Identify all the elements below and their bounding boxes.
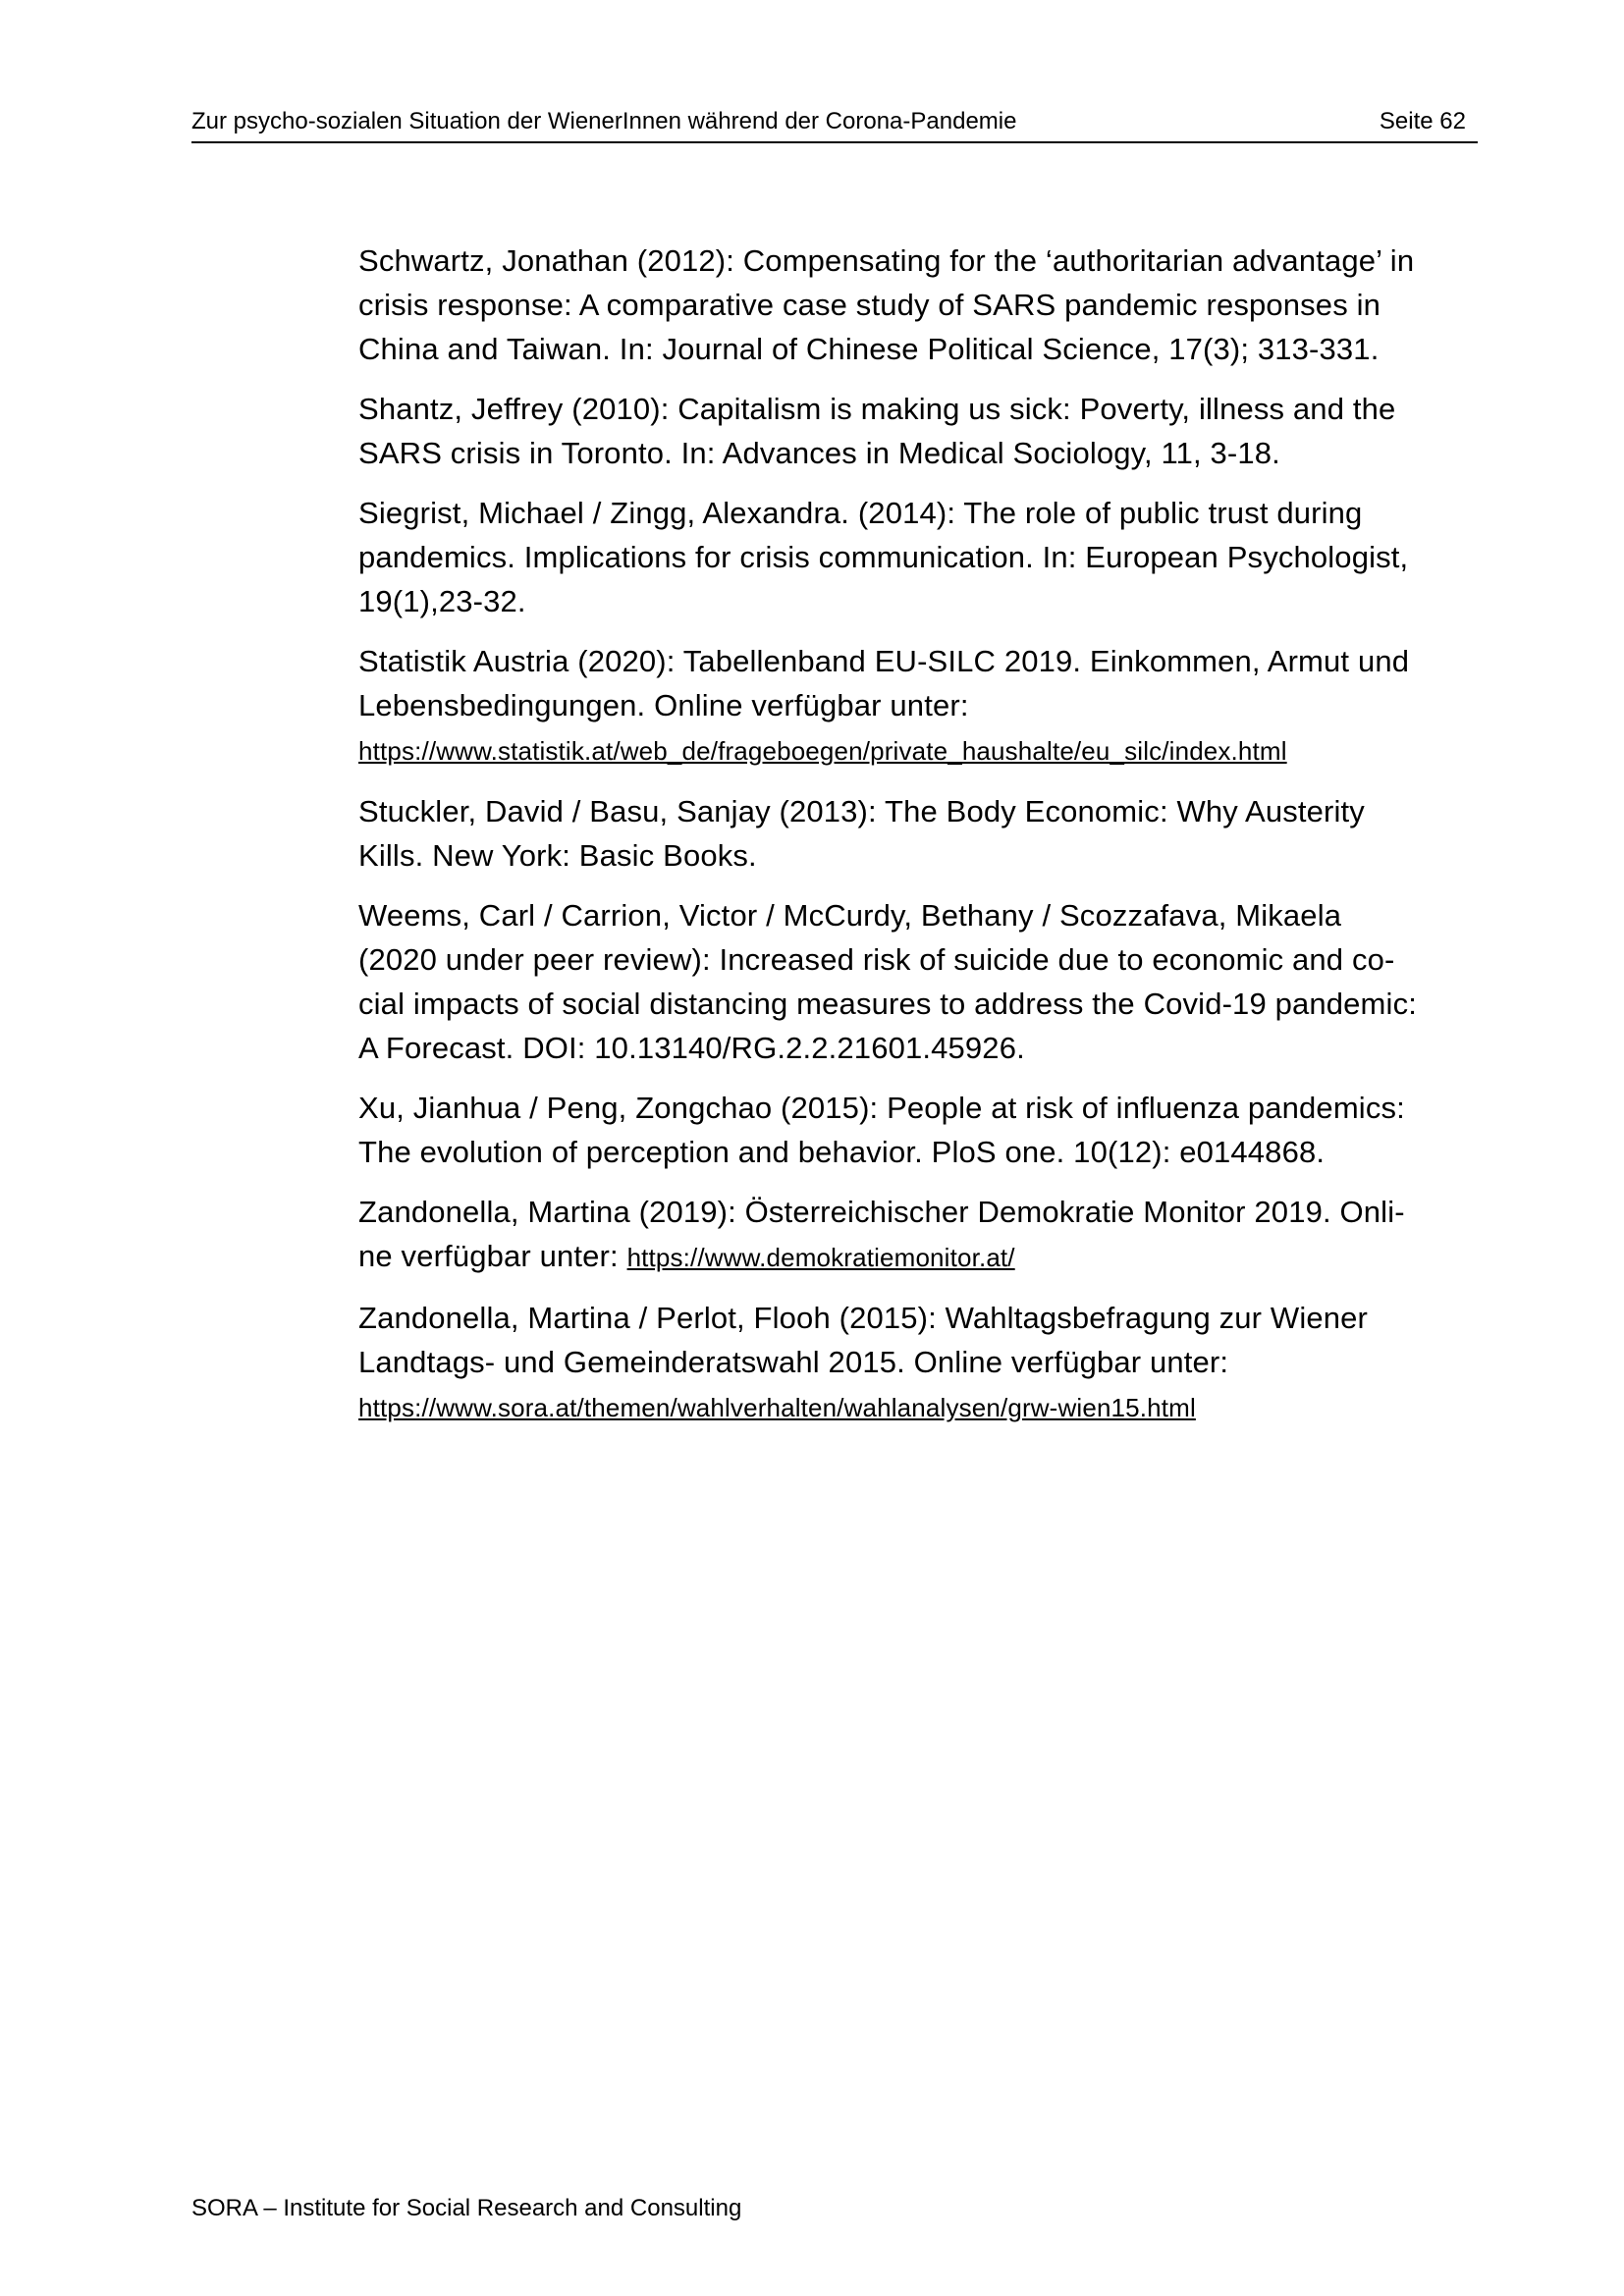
reference-line: 19(1),23-32. — [358, 584, 526, 618]
reference-line: (2020 under peer review): Increased risk of suicide due to economic and co- — [358, 942, 1395, 977]
reference-line: Zandonella, Martina (2019): Österreichischer Demokratie Monitor 2019. Onli- — [358, 1195, 1405, 1229]
reference-entry — [358, 1190, 1468, 1280]
reference-line: Schwartz, Jonathan (2012): Compensating for the ‘authoritarian advantage’ in — [358, 243, 1415, 278]
reference-line: Statistik Austria (2020): Tabellenband EU-SILC 2019. Einkommen, Armut und — [358, 644, 1410, 678]
reference-entry — [358, 893, 1468, 1070]
page-header — [191, 102, 1478, 143]
reference-line: Kills. New York: Basic Books. — [358, 838, 757, 873]
reference-line: Zandonella, Martina / Perlot, Flooh (2015): Wahltagsbefragung zur Wiener — [358, 1301, 1369, 1335]
reference-line: The evolution of perception and behavior. PloS one. 10(12): e0144868. — [358, 1135, 1326, 1169]
reference-link[interactable]: https://www.sora.at/themen/wahlverhalten/wahlanalysen/grw-wien15.html — [358, 1393, 1196, 1422]
reference-link[interactable]: https://www.demokratiemonitor.at/ — [626, 1243, 1015, 1272]
reference-line: A Forecast. DOI: 10.13140/RG.2.2.21601.45926. — [358, 1031, 1025, 1065]
reference-entry — [358, 491, 1468, 623]
reference-line: Xu, Jianhua / Peng, Zongchao (2015): People at risk of influenza pandemics: — [358, 1091, 1405, 1125]
reference-entry — [358, 387, 1468, 475]
reference-line: Weems, Carl / Carrion, Victor / McCurdy, Bethany / Scozzafava, Mikaela — [358, 898, 1342, 933]
reference-line: Siegrist, Michael / Zingg, Alexandra. (2014): The role of public trust during — [358, 496, 1363, 530]
reference-entry — [358, 639, 1468, 774]
page-footer: SORA – Institute for Social Research and Consulting — [191, 2195, 742, 2221]
reference-entry — [358, 239, 1468, 371]
reference-line: SARS crisis in Toronto. In: Advances in Medical Sociology, 11, 3-18. — [358, 436, 1280, 470]
reference-entry — [358, 1086, 1468, 1174]
reference-line: Stuckler, David / Basu, Sanjay (2013): The Body Economic: Why Austerity — [358, 794, 1365, 828]
reference-link-line — [358, 1384, 1468, 1430]
reference-line: Shantz, Jeffrey (2010): Capitalism is making us sick: Poverty, illness and the — [358, 392, 1396, 426]
reference-list — [358, 239, 1468, 1446]
reference-line — [358, 1234, 1468, 1280]
reference-entry — [358, 1296, 1468, 1430]
reference-link-line — [358, 727, 1468, 774]
reference-line: crisis response: A comparative case study of SARS pandemic responses in — [358, 288, 1381, 322]
page-number: Seite 62 — [1379, 108, 1466, 134]
reference-line: pandemics. Implications for crisis communication. In: European Psychologist, — [358, 540, 1409, 574]
header-title: Zur psycho-sozialen Situation der WienerInnen während der Corona-Pandemie — [191, 108, 1017, 134]
reference-line: cial impacts of social distancing measures to address the Covid-19 pandemic: — [358, 987, 1417, 1021]
reference-entry — [358, 789, 1468, 878]
reference-line: Lebensbedingungen. Online verfügbar unter: — [358, 688, 969, 722]
reference-line: Landtags- und Gemeinderatswahl 2015. Online verfügbar unter: — [358, 1345, 1229, 1379]
reference-line-text: ne verfügbar unter: — [358, 1239, 619, 1273]
reference-line: China and Taiwan. In: Journal of Chinese Political Science, 17(3); 313-331. — [358, 332, 1380, 366]
reference-link[interactable]: https://www.statistik.at/web_de/frageboegen/private_haushalte/eu_silc/index.html — [358, 736, 1287, 766]
